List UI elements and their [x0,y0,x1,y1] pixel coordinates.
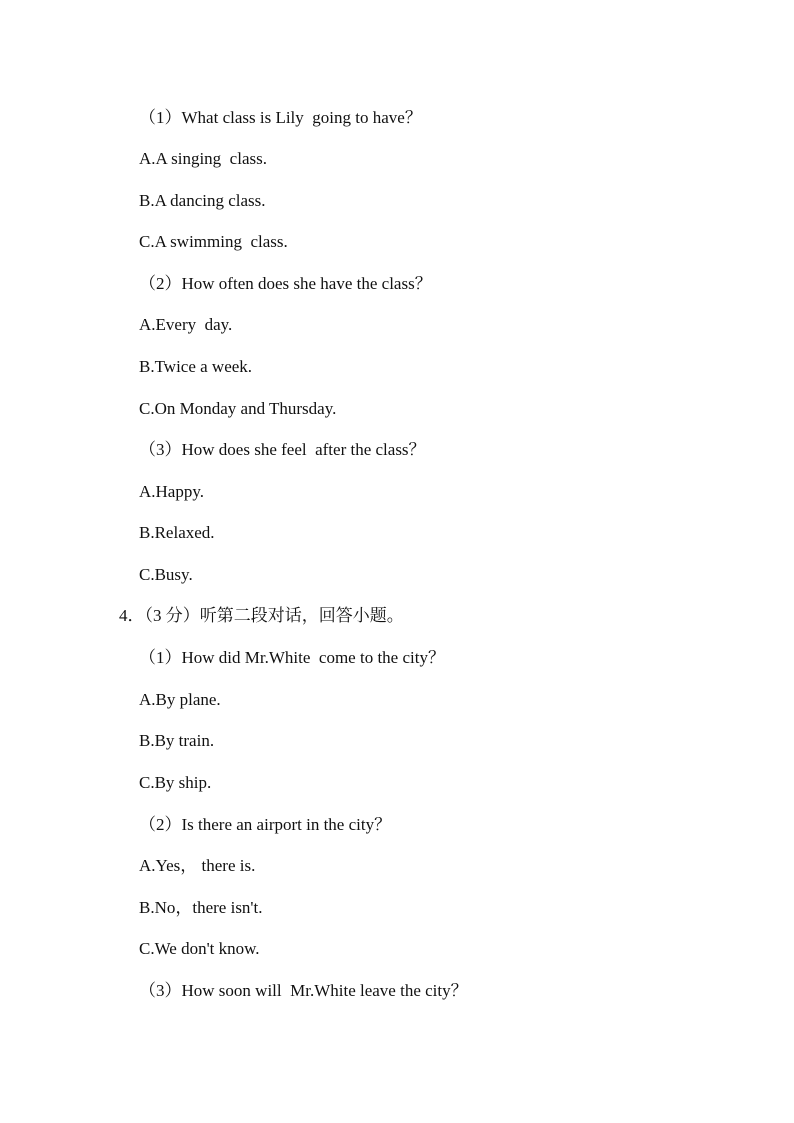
question-4-2: （2）Is there an airport in the city？ [139,815,392,834]
question-3-2: （2）How often does she have the class？ [139,274,432,293]
option-3-1-c: C.A swimming class. [139,232,288,251]
option-4-2-a: A.Yes， there is. [139,856,256,875]
question-3-1: （1）What class is Lily going to have？ [139,108,422,127]
option-3-2-a: A.Every day. [139,315,233,334]
option-3-1-a: A.A singing class. [139,149,267,168]
option-3-3-a: A.Happy. [139,482,204,501]
option-4-1-c: C.By ship. [139,773,212,792]
question-4-3: （3）How soon will Mr.White leave the city？ [139,981,468,1000]
option-4-2-c: C.We don't know. [139,939,260,958]
option-4-1-a: A.By plane. [139,690,221,709]
option-3-3-b: B.Relaxed. [139,523,215,542]
option-3-2-c: C.On Monday and Thursday. [139,399,337,418]
option-4-2-b: B.No，there isn't. [139,898,263,917]
option-4-1-b: B.By train. [139,731,215,750]
question-4-1: （1）How did Mr.White come to the city？ [139,648,445,667]
option-3-2-b: B.Twice a week. [139,357,253,376]
option-3-1-b: B.A dancing class. [139,191,266,210]
question-3-3: （3）How does she feel after the class？ [139,440,426,459]
option-3-3-c: C.Busy. [139,565,193,584]
section-4-heading: 4．（3 分）听第二段对话，回答小题。 [119,606,404,625]
